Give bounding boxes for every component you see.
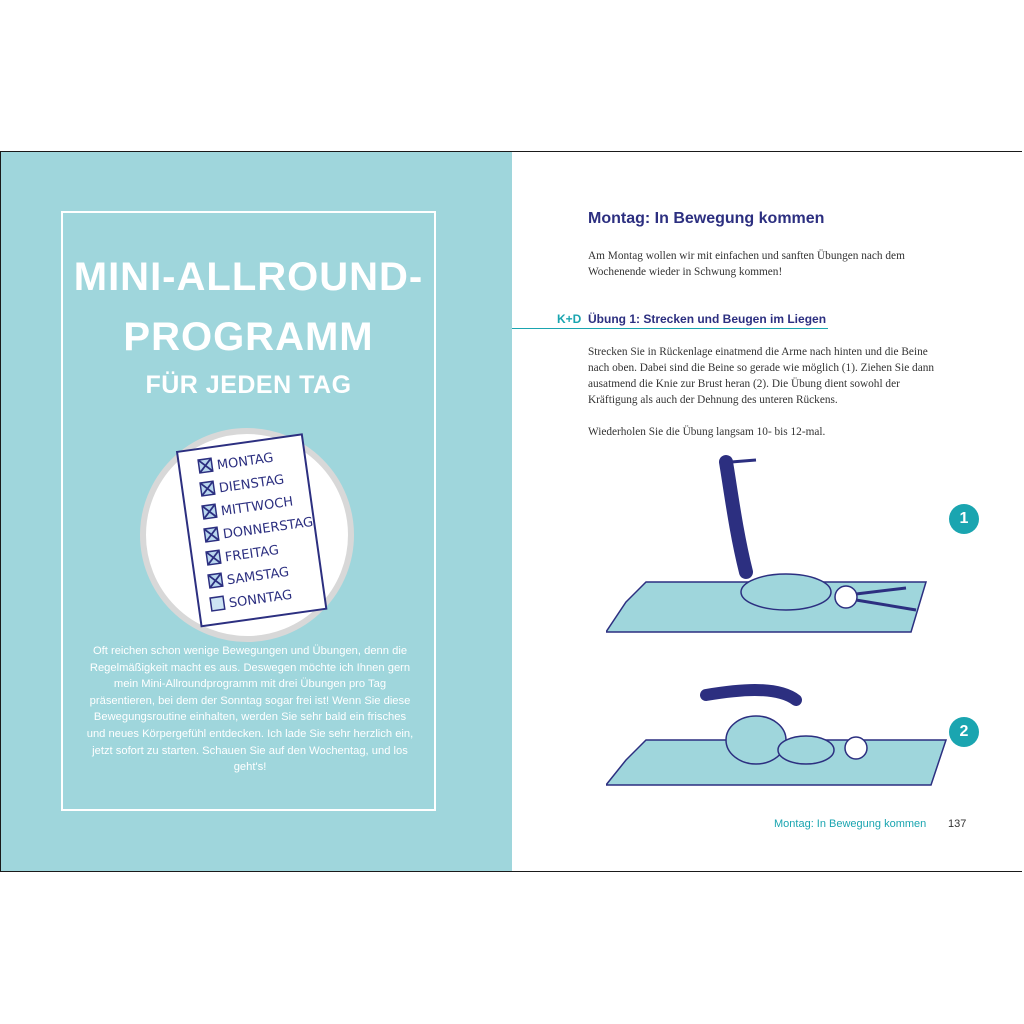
exercise-code: K+D [557, 312, 582, 326]
checklist-day-label: DONNERSTAG [222, 514, 315, 543]
checklist-day-label: FREITAG [224, 542, 280, 566]
exercise-rule [512, 328, 828, 329]
step-marker-1: 1 [949, 504, 979, 534]
checklist-day-label: MITTWOCH [220, 494, 295, 520]
checklist-day-label: SAMSTAG [226, 564, 291, 589]
checklist-day-label: MONTAG [216, 450, 275, 474]
exercise-illustration-1 [606, 452, 936, 642]
left-page [1, 152, 512, 871]
intro-text: Oft reichen schon wenige Bewegungen und Übungen, denn die Regelmäßigkeit macht es aus. Deswegen möchte ich Ihnen gern mein Mini-Allroundprogramm mit drei Übungen pro Tag präsentieren, bei dem der Sonntag sogar frei ist! Wenn Sie diese Bewegungsroutine einhalten, werden Sie sehr bald ein frisches und neues Körpergefühl entdecken. Ich lade Sie sehr herzlich ein, jetzt sofort zu starten. Schauen Sie auf den Wochentag, und los geht's! [86, 645, 414, 774]
title-line-1: MINI-ALLROUND- [73, 255, 424, 299]
weekday-checklist-illustration [137, 423, 363, 643]
running-footer: Montag: In Bewegung kommen [774, 818, 927, 830]
right-page [512, 152, 1022, 871]
empty-box-icon [210, 596, 225, 611]
exercise-instructions: Strecken Sie in Rückenlage einatmend die Arme nach hinten und die Beine nach oben. Dabei sind die Beine so gerade wie möglich (1). Ziehen Sie dann ausatmend die Knie zur Brust heran (2). Die Übung dient sowohl der Kräftigung als auch der Dehnung des unteren Rückens. [588, 346, 935, 406]
subtitle: FÜR JEDEN TAG [145, 371, 352, 399]
step-marker-2: 2 [949, 717, 979, 747]
section-heading: Montag: In Bewegung kommen [588, 210, 825, 227]
exercise-title: Übung 1: Strecken und Beugen im Liegen [588, 312, 827, 326]
book-spread [0, 151, 1022, 872]
repetition-note: Wiederholen Sie die Übung langsam 10- bis 12-mal. [588, 426, 826, 438]
title-line-2: PROGRAMM [123, 315, 374, 359]
page-number: 137 [948, 818, 967, 830]
intro-paragraph: Am Montag wollen wir mit einfachen und sanften Übungen nach dem Wochenende wieder in Schwung kommen! [588, 250, 905, 278]
checklist-day-label: DIENSTAG [218, 472, 286, 497]
checklist-day-label: SONNTAG [228, 587, 294, 612]
exercise-illustration-2 [606, 670, 956, 790]
white-frame [61, 211, 436, 811]
